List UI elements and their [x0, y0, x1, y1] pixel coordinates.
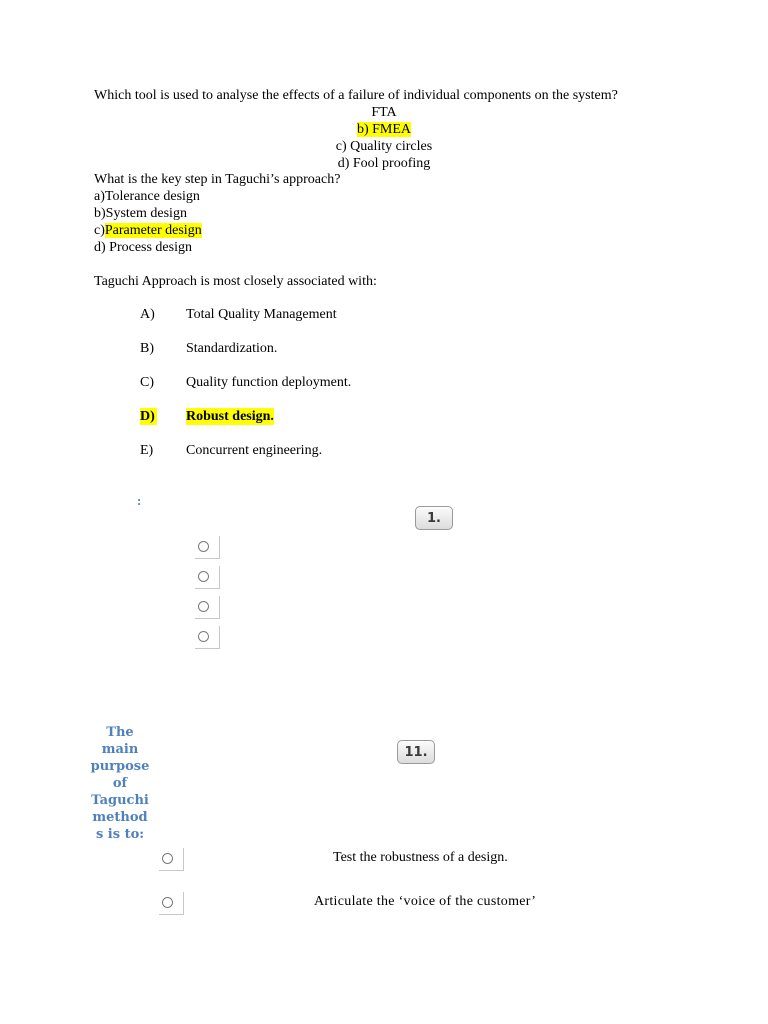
quiz-1-colon: :	[137, 493, 142, 508]
radio-circle-icon	[162, 853, 173, 864]
radio-circle-icon	[198, 601, 209, 612]
answer-radio[interactable]	[195, 626, 220, 649]
q3-option-text: Standardization.	[186, 341, 278, 356]
highlighted-answer: Parameter design	[104, 223, 202, 238]
quiz-11-heading: The main purpose of Taguchi method s is to:	[90, 725, 150, 842]
answer-radio[interactable]	[195, 596, 220, 619]
q3-option-row	[0, 374, 768, 391]
answer-radio[interactable]	[195, 566, 220, 589]
q2-option-a: a)Tolerance design	[94, 189, 200, 204]
q3-option-row	[0, 340, 768, 357]
answer-text: Test the robustness of a design.	[333, 850, 508, 865]
question-3-text: Taguchi Approach is most closely associated with:	[94, 274, 377, 289]
question-number-badge: 1.	[415, 506, 453, 530]
radio-circle-icon	[198, 631, 209, 642]
q2-option-c: c)Parameter design	[94, 223, 202, 238]
radio-circle-icon	[198, 571, 209, 582]
q3-option-text: Total Quality Management	[186, 307, 337, 322]
q3-option-letter: B)	[140, 341, 154, 356]
q1-option-d: d) Fool proofing	[337, 156, 431, 171]
answer-radio[interactable]	[195, 536, 220, 559]
q3-option-row-correct	[0, 408, 768, 425]
answer-radio[interactable]	[159, 892, 184, 915]
q3-option-letter: E)	[140, 443, 154, 458]
q1-option-b	[0, 121, 768, 138]
question-number-badge: 11.	[397, 740, 435, 764]
q1-option-c: c) Quality circles	[335, 139, 433, 154]
highlighted-answer: b) FMEA	[356, 122, 412, 137]
q3-option-row	[0, 306, 768, 323]
q3-option-letter: D)	[140, 409, 155, 424]
q3-option-text: Robust design.	[186, 409, 274, 424]
q1-option-a: FTA	[371, 105, 397, 120]
question-2-text: What is the key step in Taguchi’s approach?	[94, 172, 341, 187]
q3-option-text: Concurrent engineering.	[186, 443, 323, 458]
q2-option-b: b)System design	[94, 206, 187, 221]
q2-option-d: d) Process design	[94, 240, 192, 255]
q3-option-letter: C)	[140, 375, 154, 390]
q3-option-text: Quality function deployment.	[186, 375, 352, 390]
q3-option-row	[0, 442, 768, 459]
radio-circle-icon	[162, 897, 173, 908]
answer-text: Articulate the ‘voice of the customer’	[314, 894, 537, 909]
radio-circle-icon	[198, 541, 209, 552]
question-1-text: Which tool is used to analyse the effects of a failure of individual components on the system?	[94, 88, 618, 103]
answer-radio[interactable]	[159, 848, 184, 871]
q3-option-letter: A)	[140, 307, 155, 322]
